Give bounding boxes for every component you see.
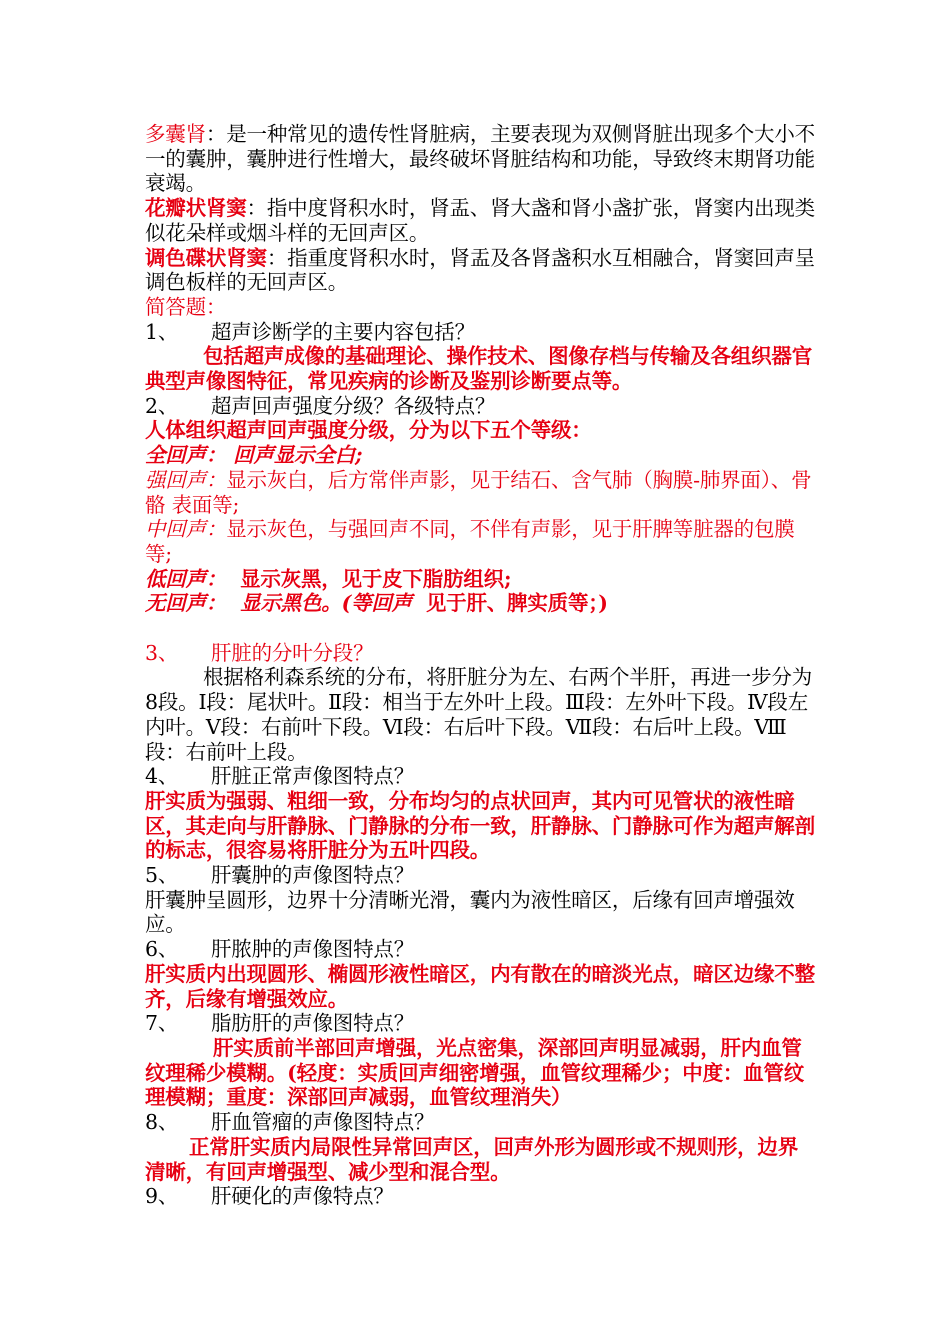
question-number: 3、 (145, 640, 179, 665)
separator: ： (246, 196, 267, 221)
question-text: 脂肪肝的声像图特点？ (211, 1011, 414, 1036)
question-text: 肝血管瘤的声像图特点？ (211, 1110, 435, 1135)
answer-1: 包括超声成像的基础理论、操作技术、图像存档与传输及各组织器官典型声像图特征，常见疾病的诊断及鉴别诊断要点等。 (145, 344, 812, 394)
level-extra: 见于肝、脾实质等；) (425, 591, 608, 616)
definition-palette-sinus (145, 246, 817, 295)
answer-5: 肝囊肿呈圆形，边界十分清晰光滑，囊内为液性暗区，后缘有回声增强效应。 (145, 887, 795, 937)
echo-level-medium (145, 517, 817, 566)
level-term: 强回声： (145, 467, 227, 492)
question-5 (145, 863, 817, 888)
question-number: 7、 (145, 1011, 179, 1036)
answer-4: 肝实质为强弱、粗细一致，分布均匀的点状回声，其内可见管状的液性暗区，其走向与肝静脉、门静脉的分布一致，肝静脉、门静脉可作为超声解剖的标志，很容易将肝脏分为五叶四段。 (145, 788, 815, 863)
level-desc: 显示灰黑，见于皮下脂肪组织; (240, 566, 512, 591)
term: 多囊肾 (145, 122, 206, 146)
answer-3: 根据格利森系统的分布，将肝脏分为左、右两个半肝，再进一步分为8段。Ⅰ段：尾状叶。Ⅱ段：相当于左外叶上段。Ⅲ段：左外叶下段。Ⅳ段左内叶。Ⅴ段：右前叶下段。Ⅵ段：右后叶下段。Ⅶ段：右后叶上段。Ⅷ段：右前叶上段。 (145, 665, 812, 764)
question-6 (145, 937, 817, 962)
question-1 (145, 320, 817, 345)
term: 调色碟状肾窦 (145, 245, 267, 270)
question-text: 肝脏正常声像图特点？ (211, 764, 414, 789)
question-8 (145, 1110, 817, 1135)
definition-petal-sinus (145, 196, 817, 245)
separator: ： (266, 245, 288, 270)
level-term: 中回声： (145, 517, 227, 542)
question-text: 肝脓肿的声像图特点？ (211, 937, 414, 962)
question-number: 9、 (145, 1184, 179, 1209)
definition-text: 是一种常见的遗传性肾脏病，主要表现为双侧肾脏出现多个大小不一的囊肿，囊肿进行性增大，最终破坏肾脏结构和功能，导致终末期肾功能衰竭。 (145, 122, 815, 196)
answer-2-intro: 人体组织超声回声强度分级，分为以下五个等级： (145, 418, 592, 443)
question-text: 肝硬化的声像特点？ (211, 1184, 394, 1209)
question-number: 2、 (145, 393, 179, 418)
definition-text: 指重度肾积水时，肾盂及各肾盏积水互相融合，肾窦回声呈调色板样的无回声区。 (145, 245, 815, 295)
section-title: 简答题： (145, 294, 227, 319)
document-page (145, 122, 817, 1209)
question-number: 6、 (145, 937, 179, 962)
question-number: 4、 (145, 764, 179, 789)
question-3 (145, 641, 817, 666)
echo-level-strong (145, 468, 817, 517)
level-term: 无回声： (145, 591, 227, 616)
question-2 (145, 394, 817, 419)
question-4 (145, 764, 817, 789)
question-number: 8、 (145, 1110, 179, 1135)
question-text: 肝囊肿的声像图特点？ (211, 863, 414, 888)
question-9 (145, 1184, 817, 1209)
level-desc: 显示灰白，后方常伴声影，见于结石、含气肺（胸膜-肺界面）、骨骼 表面等; (145, 467, 812, 517)
echo-level-none (145, 591, 817, 616)
level-desc: 显示灰色，与强回声不同，不伴有声影，见于肝脾等脏器的包膜等; (145, 517, 795, 566)
definition-text: 指中度肾积水时，肾盂、肾大盏和肾小盏扩张，肾窦内出现类似花朵样或烟斗样的无回声区。 (145, 196, 815, 245)
level-term: 全回声： (145, 443, 227, 468)
question-text: 肝脏的分叶分段？ (211, 640, 374, 665)
answer-8: 正常肝实质内局限性异常回声区，回声外形为圆形或不规则形，边界清晰，有回声增强型、减少型和混合型。 (145, 1134, 798, 1184)
echo-level-full (145, 443, 817, 468)
level-term: 低回声： (145, 566, 227, 591)
echo-level-low (145, 567, 817, 592)
term: 花瓣状肾窦 (145, 196, 247, 221)
separator: ： (205, 122, 227, 146)
blank-line (145, 616, 817, 641)
level-desc: 显示黑色。(等回声 (240, 591, 412, 616)
question-7 (145, 1011, 817, 1036)
question-text: 超声诊断学的主要内容包括？ (211, 319, 475, 344)
question-number: 5、 (145, 863, 179, 888)
question-number: 1、 (145, 319, 179, 344)
answer-7: 肝实质前半部回声增强，光点密集，深部回声明显减弱，肝内血管纹理稀少模糊。(轻度：实质回声细密增强，血管纹理稀少；中度：血管纹理模糊；重度：深部回声减弱，血管纹理消失） (145, 1036, 805, 1110)
answer-6: 肝实质内出现圆形、椭圆形液性暗区，内有散在的暗淡光点，暗区边缘不整齐，后缘有增强效应。 (145, 961, 815, 1011)
level-desc: 回声显示全白; (233, 443, 363, 468)
definition-polycystic-kidney (145, 122, 817, 196)
question-text: 超声回声强度分级？各级特点？ (211, 393, 496, 418)
